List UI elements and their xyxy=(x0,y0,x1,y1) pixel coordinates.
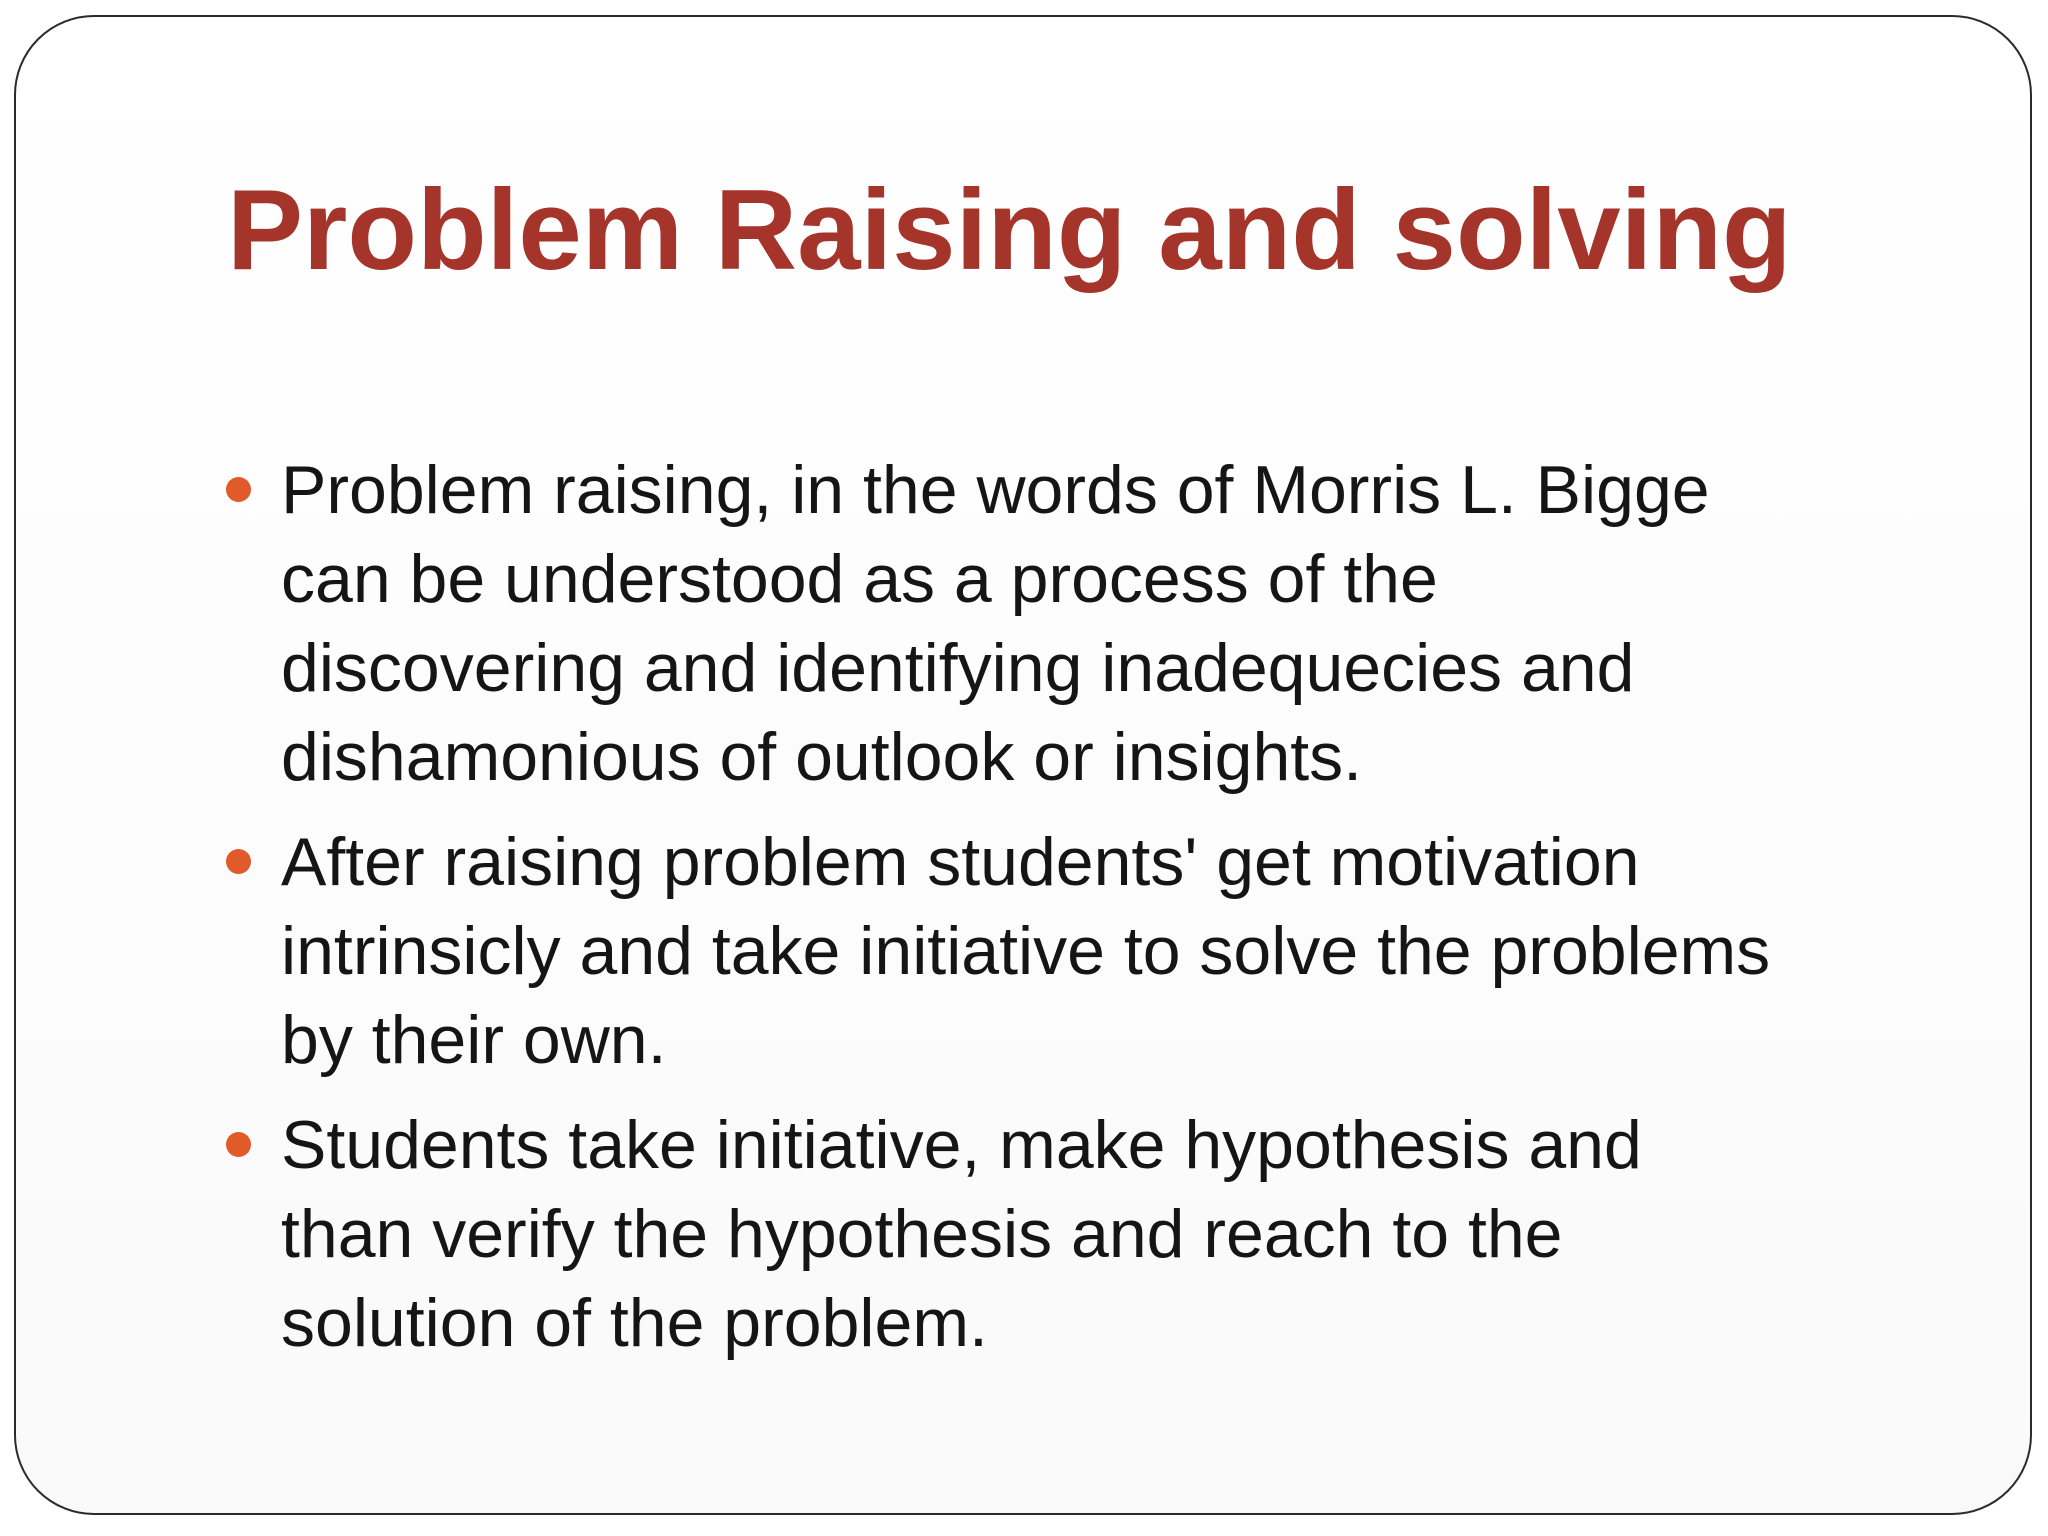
bullet-item xyxy=(226,1101,1956,1368)
bullet-line: by their own. xyxy=(281,1002,667,1078)
bullet-dot-icon xyxy=(226,477,251,502)
bullet-line: dishamonious of outlook or insights. xyxy=(281,719,1363,795)
bullet-line: Students take initiative, make hypothesis and xyxy=(281,1107,1642,1183)
bullet-text xyxy=(281,446,1710,802)
bullet-line: intrinsicly and take initiative to solve the problems xyxy=(281,913,1771,989)
bullet-line: Problem raising, in the words of Morris L. Bigge xyxy=(281,452,1710,528)
slide-title: Problem Raising and solving xyxy=(227,167,1792,294)
bullet-line: solution of the problem. xyxy=(281,1285,988,1361)
bullet-item xyxy=(226,818,1956,1085)
bullet-dot-icon xyxy=(226,849,251,874)
bullet-item xyxy=(226,446,1956,802)
bullet-dot-icon xyxy=(226,1132,251,1157)
bullet-line: can be understood as a process of the xyxy=(281,541,1438,617)
bullet-list xyxy=(226,446,1956,1384)
bullet-text xyxy=(281,818,1770,1085)
bullet-line: discovering and identifying inadequecies and xyxy=(281,630,1635,706)
bullet-line: than verify the hypothesis and reach to the xyxy=(281,1196,1563,1272)
bullet-line: After raising problem students' get motivation xyxy=(281,824,1640,900)
bullet-text xyxy=(281,1101,1642,1368)
